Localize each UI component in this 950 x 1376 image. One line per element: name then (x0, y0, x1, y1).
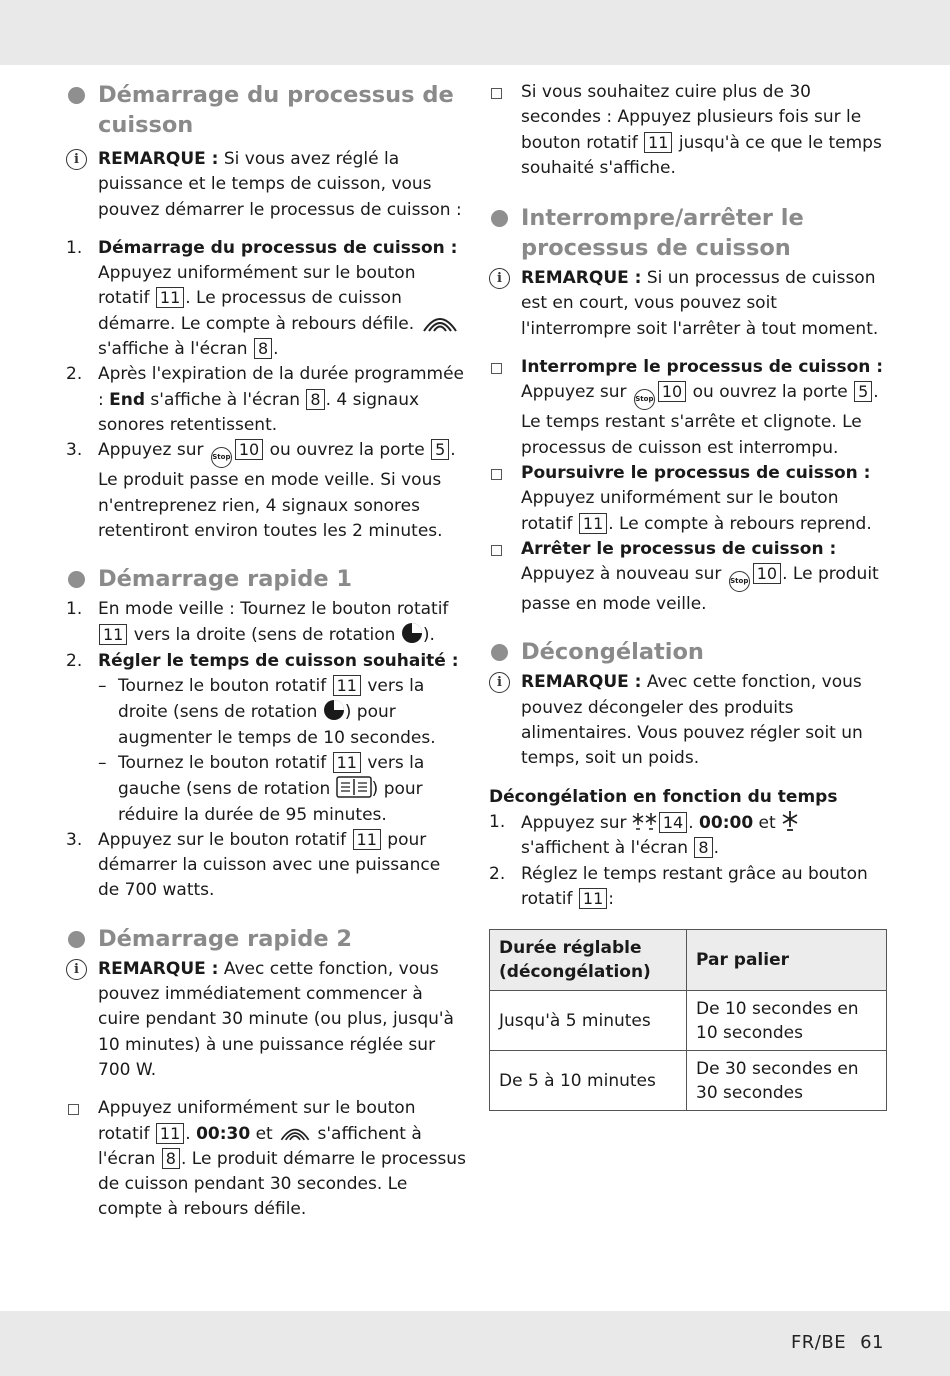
table-header-row (490, 930, 887, 991)
ref-box: 11 (644, 132, 672, 153)
list-item: Interrompre le processus de cuisson : Appuyez sur Stop 10 ou ouvrez la porte 5 . Le temps restant s'arrête et clignote. Le processus de cuisson est interrompu. (489, 355, 889, 461)
snowflake-icon (781, 810, 799, 832)
table-row (490, 991, 887, 1051)
note-defrost: i REMARQUE : Avec cette fonction, vous pouvez décongeler des produits alimentaires. Vous pouvez régler soit un temps, soit un poids. (489, 670, 889, 771)
table-header-cell: Durée réglable (décongélation) (490, 930, 687, 991)
ref-box: 11 (353, 829, 381, 850)
section-title-interrupt-stop: Interrompre/arrêter le processus de cuisson (489, 203, 889, 263)
info-icon: i (489, 672, 510, 693)
defrost-icon (632, 810, 658, 832)
page-footer (791, 1332, 884, 1353)
table-cell: De 5 à 10 minutes (490, 1051, 687, 1111)
list-item: 1. Démarrage du processus de cuisson : Appuyez uniformément sur le bouton rotatif 11 . Le processus de cuisson démarre. Le compte à rebours défile. s'affiche à l'écran 8 . (66, 236, 466, 362)
ref-box: 11 (156, 287, 184, 308)
clockwise-icon (401, 622, 423, 644)
ref-box: 5 (854, 381, 872, 402)
footer-locale: FR/BE (790, 1332, 847, 1353)
table-cell: De 10 secondes en 10 secondes (687, 991, 887, 1051)
list-item: Arrêter le processus de cuisson : Appuyez à nouveau sur Stop 10 . Le produit passe en mode veille. (489, 537, 889, 618)
bullet-dot-icon (68, 571, 85, 588)
ref-box: 8 (306, 389, 324, 410)
section-title-start-cooking: Démarrage du processus de cuisson (66, 80, 466, 140)
stop-icon: Stop (211, 447, 232, 468)
checkbox-square-icon (491, 88, 502, 99)
info-icon: i (66, 959, 87, 980)
clockwise-icon (323, 699, 345, 721)
wave-heat-icon (278, 1123, 312, 1143)
steps-defrost-time (489, 810, 889, 912)
bullet-dot-icon (491, 644, 508, 661)
left-column (66, 80, 466, 1223)
checkbox-square-icon (491, 469, 502, 480)
ref-box: 8 (694, 837, 712, 858)
table-cell: Jusqu'à 5 minutes (490, 991, 687, 1051)
subheading-defrost-time: Décongélation en fonction du temps (489, 786, 838, 807)
ref-box: 8 (162, 1148, 180, 1169)
table-header-cell: Par palier (687, 930, 887, 991)
list-item: 3. Appuyez sur Stop 10 ou ouvrez la porte 5 . Le produit passe en mode veille. Si vous n'entreprenez rien, 4 signaux sonores retentiront environ toutes les 2 minutes. (66, 440, 456, 541)
ref-box: 8 (254, 338, 272, 359)
bullets-longer-cooking (489, 80, 889, 181)
list-item: – Tournez le bouton rotatif 11 vers la gauche (sens de rotation ) pour réduire la durée de 95 minutes. (98, 752, 425, 825)
ref-box: 11 (579, 513, 607, 534)
checkbox-square-icon (491, 545, 502, 556)
wave-heat-icon (420, 313, 460, 333)
counterclockwise-icon (336, 776, 372, 798)
defrost-table (489, 929, 887, 1111)
table-cell: De 30 secondes en 30 secondes (687, 1051, 887, 1111)
list-item: Poursuivre le processus de cuisson : Appuyez uniformément sur le bouton rotatif 11 . Le compte à rebours reprend. (489, 461, 889, 537)
note-start-cooking: i REMARQUE : Si vous avez réglé la puissance et le temps de cuisson, vous pouvez démarrer le processus de cuisson : (66, 147, 466, 223)
stop-icon: Stop (634, 389, 655, 410)
info-icon: i (66, 149, 87, 170)
ref-box: 10 (235, 439, 263, 460)
steps-quick-start-1 (66, 597, 466, 904)
ref-box: 10 (658, 381, 686, 402)
page-number: 61 (860, 1332, 884, 1353)
section-title-quick-start-2: Démarrage rapide 2 (66, 924, 466, 954)
bullets-quick-start-2 (66, 1096, 466, 1222)
right-column (489, 80, 889, 1111)
note-quick-start-2: i REMARQUE : Avec cette fonction, vous pouvez immédiatement commencer à cuire pendant 30 minute (ou plus, jusqu'à 10 minutes) à une puissance réglée sur 700 W. (66, 957, 466, 1083)
checkbox-square-icon (68, 1104, 79, 1115)
bullet-dot-icon (68, 931, 85, 948)
ref-box: 14 (659, 812, 687, 833)
section-title-defrost: Décongélation (489, 637, 889, 667)
list-item: – Tournez le bouton rotatif 11 vers la droite (sens de rotation ) pour augmenter le temps de 10 secondes. (98, 676, 436, 748)
list-item: 1. Appuyez sur 14 . 00:00 et s'affichent à l'écran 8 . (489, 810, 889, 862)
bullet-dot-icon (68, 87, 85, 104)
table-row (490, 1051, 887, 1111)
list-item: 2. Après l'expiration de la durée programmée : End s'affiche à l'écran 8 . 4 signaux sonores retentissent. (66, 364, 465, 435)
ref-box: 11 (99, 624, 127, 645)
list-item: Appuyez uniformément sur le bouton rotatif 11 . 00:30 et s'affichent à l'écran 8 . Le produit démarre le processus de cuisson pendant 30 secondes. Le compte à rebours défile. (66, 1096, 466, 1222)
ref-box: 11 (579, 888, 607, 909)
ref-box: 10 (753, 563, 781, 584)
list-item: 3. Appuyez sur le bouton rotatif 11 pour démarrer la cuisson avec une puissance de 700 watts. (66, 829, 441, 901)
bullets-interrupt-stop (489, 355, 889, 617)
stop-icon: Stop (729, 571, 750, 592)
ref-box: 11 (156, 1123, 184, 1144)
ref-box: 11 (333, 752, 361, 773)
section-title-quick-start-1: Démarrage rapide 1 (66, 564, 466, 594)
ref-box: 11 (333, 675, 361, 696)
bullet-dot-icon (491, 210, 508, 227)
info-icon: i (489, 268, 510, 289)
checkbox-square-icon (491, 363, 502, 374)
list-item: 1. En mode veille : Tournez le bouton rotatif 11 vers la droite (sens de rotation ). (66, 599, 449, 646)
list-item: 2. Réglez le temps restant grâce au bouton rotatif 11 : (489, 863, 868, 909)
list-item: Si vous souhaitez cuire plus de 30 secondes : Appuyez plusieurs fois sur le bouton rotatif 11 jusqu'à ce que le temps souhaité s'affiche. (489, 80, 889, 181)
header-band (0, 0, 950, 65)
ref-box: 5 (431, 439, 449, 460)
steps-start-cooking (66, 236, 466, 544)
list-item: 2. Régler le temps de cuisson souhaité : – Tournez le bouton rotatif 11 vers la droite (sens de rotation ) pour augmenter le temps de 10 secondes. – Tournez le bouton rotatif 11 vers la gauche (sens de rotation ) pour réduire la durée de 95 minutes. (66, 649, 466, 828)
note-interrupt-stop: i REMARQUE : Si un processus de cuisson est en court, vous pouvez soit l'interrompre soit l'arrêter à tout moment. (489, 266, 889, 342)
